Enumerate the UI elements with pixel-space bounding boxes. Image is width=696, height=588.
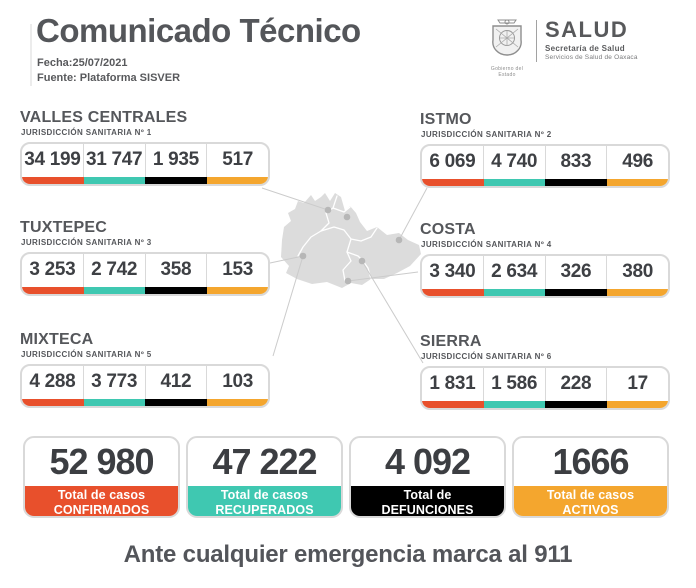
region-title: COSTA xyxy=(420,221,476,238)
total-label-line2: ACTIVOS xyxy=(562,503,619,517)
stats-row xyxy=(422,146,668,179)
recovered-count: 3 773 xyxy=(83,366,145,399)
deaths-count: 1 935 xyxy=(145,144,207,177)
deaths-count: 358 xyxy=(145,254,207,287)
recovered-count: 2 634 xyxy=(483,256,545,289)
source-label: Fuente: Plataforma SISVER xyxy=(37,71,181,84)
recovered-count: 1 586 xyxy=(483,368,545,401)
total-confirmed-value: 52 980 xyxy=(49,441,154,482)
region-marker-dot xyxy=(325,207,332,214)
connector-sierra xyxy=(362,261,423,363)
active-bar xyxy=(607,289,669,296)
active-bar xyxy=(607,401,669,408)
active-count: 517 xyxy=(206,144,268,177)
region-subtitle: JURISDICCIÓN SANITARIA Nº 5 xyxy=(21,349,152,359)
region-stats-card xyxy=(420,144,670,188)
region-subtitle: JURISDICCIÓN SANITARIA Nº 3 xyxy=(21,237,152,247)
active-bar xyxy=(607,179,669,186)
recovered-bar xyxy=(84,287,146,294)
active-count: 103 xyxy=(206,366,268,399)
deaths-bar xyxy=(145,177,207,184)
total-recovered-band xyxy=(188,486,341,518)
confirmed-count: 3 340 xyxy=(429,261,476,283)
region-stats-card xyxy=(20,364,270,408)
logo-subtitle-2: Servicios de Salud de Oaxaca xyxy=(545,54,638,61)
deaths-bar xyxy=(145,287,207,294)
region-subtitle: JURISDICCIÓN SANITARIA Nº 4 xyxy=(421,239,552,249)
recovered-bar xyxy=(84,177,146,184)
salud-wordmark: SALUD xyxy=(545,17,629,42)
region-marker-dot xyxy=(396,237,403,244)
recovered-count: 2 742 xyxy=(83,254,145,287)
confirmed-count: 34 199 xyxy=(24,149,81,171)
region-stats-card xyxy=(20,142,270,186)
region-subtitle: JURISDICCIÓN SANITARIA Nº 1 xyxy=(21,127,152,137)
total-active-band xyxy=(514,486,667,518)
recovered-count: 4 740 xyxy=(483,146,545,179)
stats-row xyxy=(22,254,268,287)
category-color-bar xyxy=(22,399,268,406)
deaths-bar xyxy=(545,289,607,296)
oaxaca-state-crest-icon xyxy=(488,18,526,60)
region-title: SIERRA xyxy=(420,333,482,350)
total-label-line1: Total de xyxy=(403,488,452,502)
stats-row xyxy=(22,366,268,399)
emergency-message: Ante cualquier emergencia marca al 911 xyxy=(123,541,573,568)
confirmed-bar xyxy=(422,289,484,296)
deaths-count: 326 xyxy=(545,256,607,289)
stats-row xyxy=(22,144,268,177)
region-valles-centrales xyxy=(20,110,270,186)
active-bar xyxy=(207,399,269,406)
salud-logo xyxy=(484,18,638,78)
report-meta xyxy=(37,56,180,86)
active-bar xyxy=(207,177,269,184)
active-bar xyxy=(207,287,269,294)
category-color-bar xyxy=(22,287,268,294)
confirmed-bar xyxy=(22,287,84,294)
active-count: 153 xyxy=(206,254,268,287)
region-marker-dot xyxy=(300,253,307,260)
region-subtitle: JURISDICCIÓN SANITARIA Nº 6 xyxy=(421,351,552,361)
total-recovered-value: 47 222 xyxy=(212,441,317,482)
total-label-line1: Total de casos xyxy=(57,488,146,502)
confirmed-bar xyxy=(22,399,84,406)
region-marker-dot xyxy=(359,258,366,265)
logo-subtitle-1: Secretaría de Salud xyxy=(545,44,625,53)
confirmed-bar xyxy=(422,401,484,408)
total-recovered-card xyxy=(186,436,343,518)
total-deaths-value: 4 092 xyxy=(384,441,471,482)
recovered-bar xyxy=(484,289,546,296)
stats-row xyxy=(422,368,668,401)
confirmed-bar xyxy=(422,179,484,186)
region-subtitle: JURISDICCIÓN SANITARIA Nº 2 xyxy=(421,129,552,139)
recovered-bar xyxy=(84,399,146,406)
confirmed-count: 6 069 xyxy=(429,151,476,173)
total-label-line2: DEFUNCIONES xyxy=(381,503,474,517)
total-confirmed-band xyxy=(25,486,178,518)
active-count: 17 xyxy=(606,368,668,401)
deaths-count: 412 xyxy=(145,366,207,399)
date-label: Fecha:25/07/2021 xyxy=(37,57,128,69)
recovered-bar xyxy=(484,401,546,408)
total-active-value: 1666 xyxy=(552,441,629,482)
region-title: ISTMO xyxy=(420,111,472,128)
confirmed-count: 3 253 xyxy=(29,259,76,281)
header-rule xyxy=(30,24,32,86)
deaths-count: 833 xyxy=(545,146,607,179)
page-title: Comunicado Técnico xyxy=(36,12,361,49)
total-label-line1: Total de casos xyxy=(546,488,635,502)
category-color-bar xyxy=(422,179,668,186)
region-stats-card xyxy=(20,252,270,296)
deaths-bar xyxy=(545,179,607,186)
active-count: 380 xyxy=(606,256,668,289)
region-marker-dot xyxy=(345,278,352,285)
region-marker-dot xyxy=(344,214,351,221)
state-crest xyxy=(484,18,530,78)
region-stats-card xyxy=(420,254,670,298)
recovered-bar xyxy=(484,179,546,186)
total-deaths-card xyxy=(349,436,506,518)
deaths-count: 228 xyxy=(545,368,607,401)
region-istmo xyxy=(420,112,670,188)
confirmed-count: 4 288 xyxy=(29,371,76,393)
category-color-bar xyxy=(422,289,668,296)
crest-caption: Gobierno del Estado xyxy=(490,66,524,78)
recovered-count: 31 747 xyxy=(83,144,145,177)
region-sierra xyxy=(420,334,670,410)
deaths-bar xyxy=(145,399,207,406)
total-label-line1: Total de casos xyxy=(220,488,309,502)
region-title: VALLES CENTRALES xyxy=(20,109,188,126)
region-title: TUXTEPEC xyxy=(20,219,107,236)
logo-text xyxy=(545,18,638,61)
category-color-bar xyxy=(422,401,668,408)
deaths-bar xyxy=(545,401,607,408)
region-title: MIXTECA xyxy=(20,331,94,348)
region-mixteca xyxy=(20,332,270,408)
total-label-line2: RECUPERADOS xyxy=(215,503,314,517)
category-color-bar xyxy=(22,177,268,184)
total-deaths-band xyxy=(351,486,504,518)
total-active-card xyxy=(512,436,669,518)
total-confirmed-card xyxy=(23,436,180,518)
region-stats-card xyxy=(420,366,670,410)
logo-divider xyxy=(536,20,537,62)
region-tuxtepec xyxy=(20,220,270,296)
region-costa xyxy=(420,222,670,298)
stats-row xyxy=(422,256,668,289)
confirmed-bar xyxy=(22,177,84,184)
active-count: 496 xyxy=(606,146,668,179)
confirmed-count: 1 831 xyxy=(429,373,476,395)
total-label-line2: CONFIRMADOS xyxy=(53,503,150,517)
